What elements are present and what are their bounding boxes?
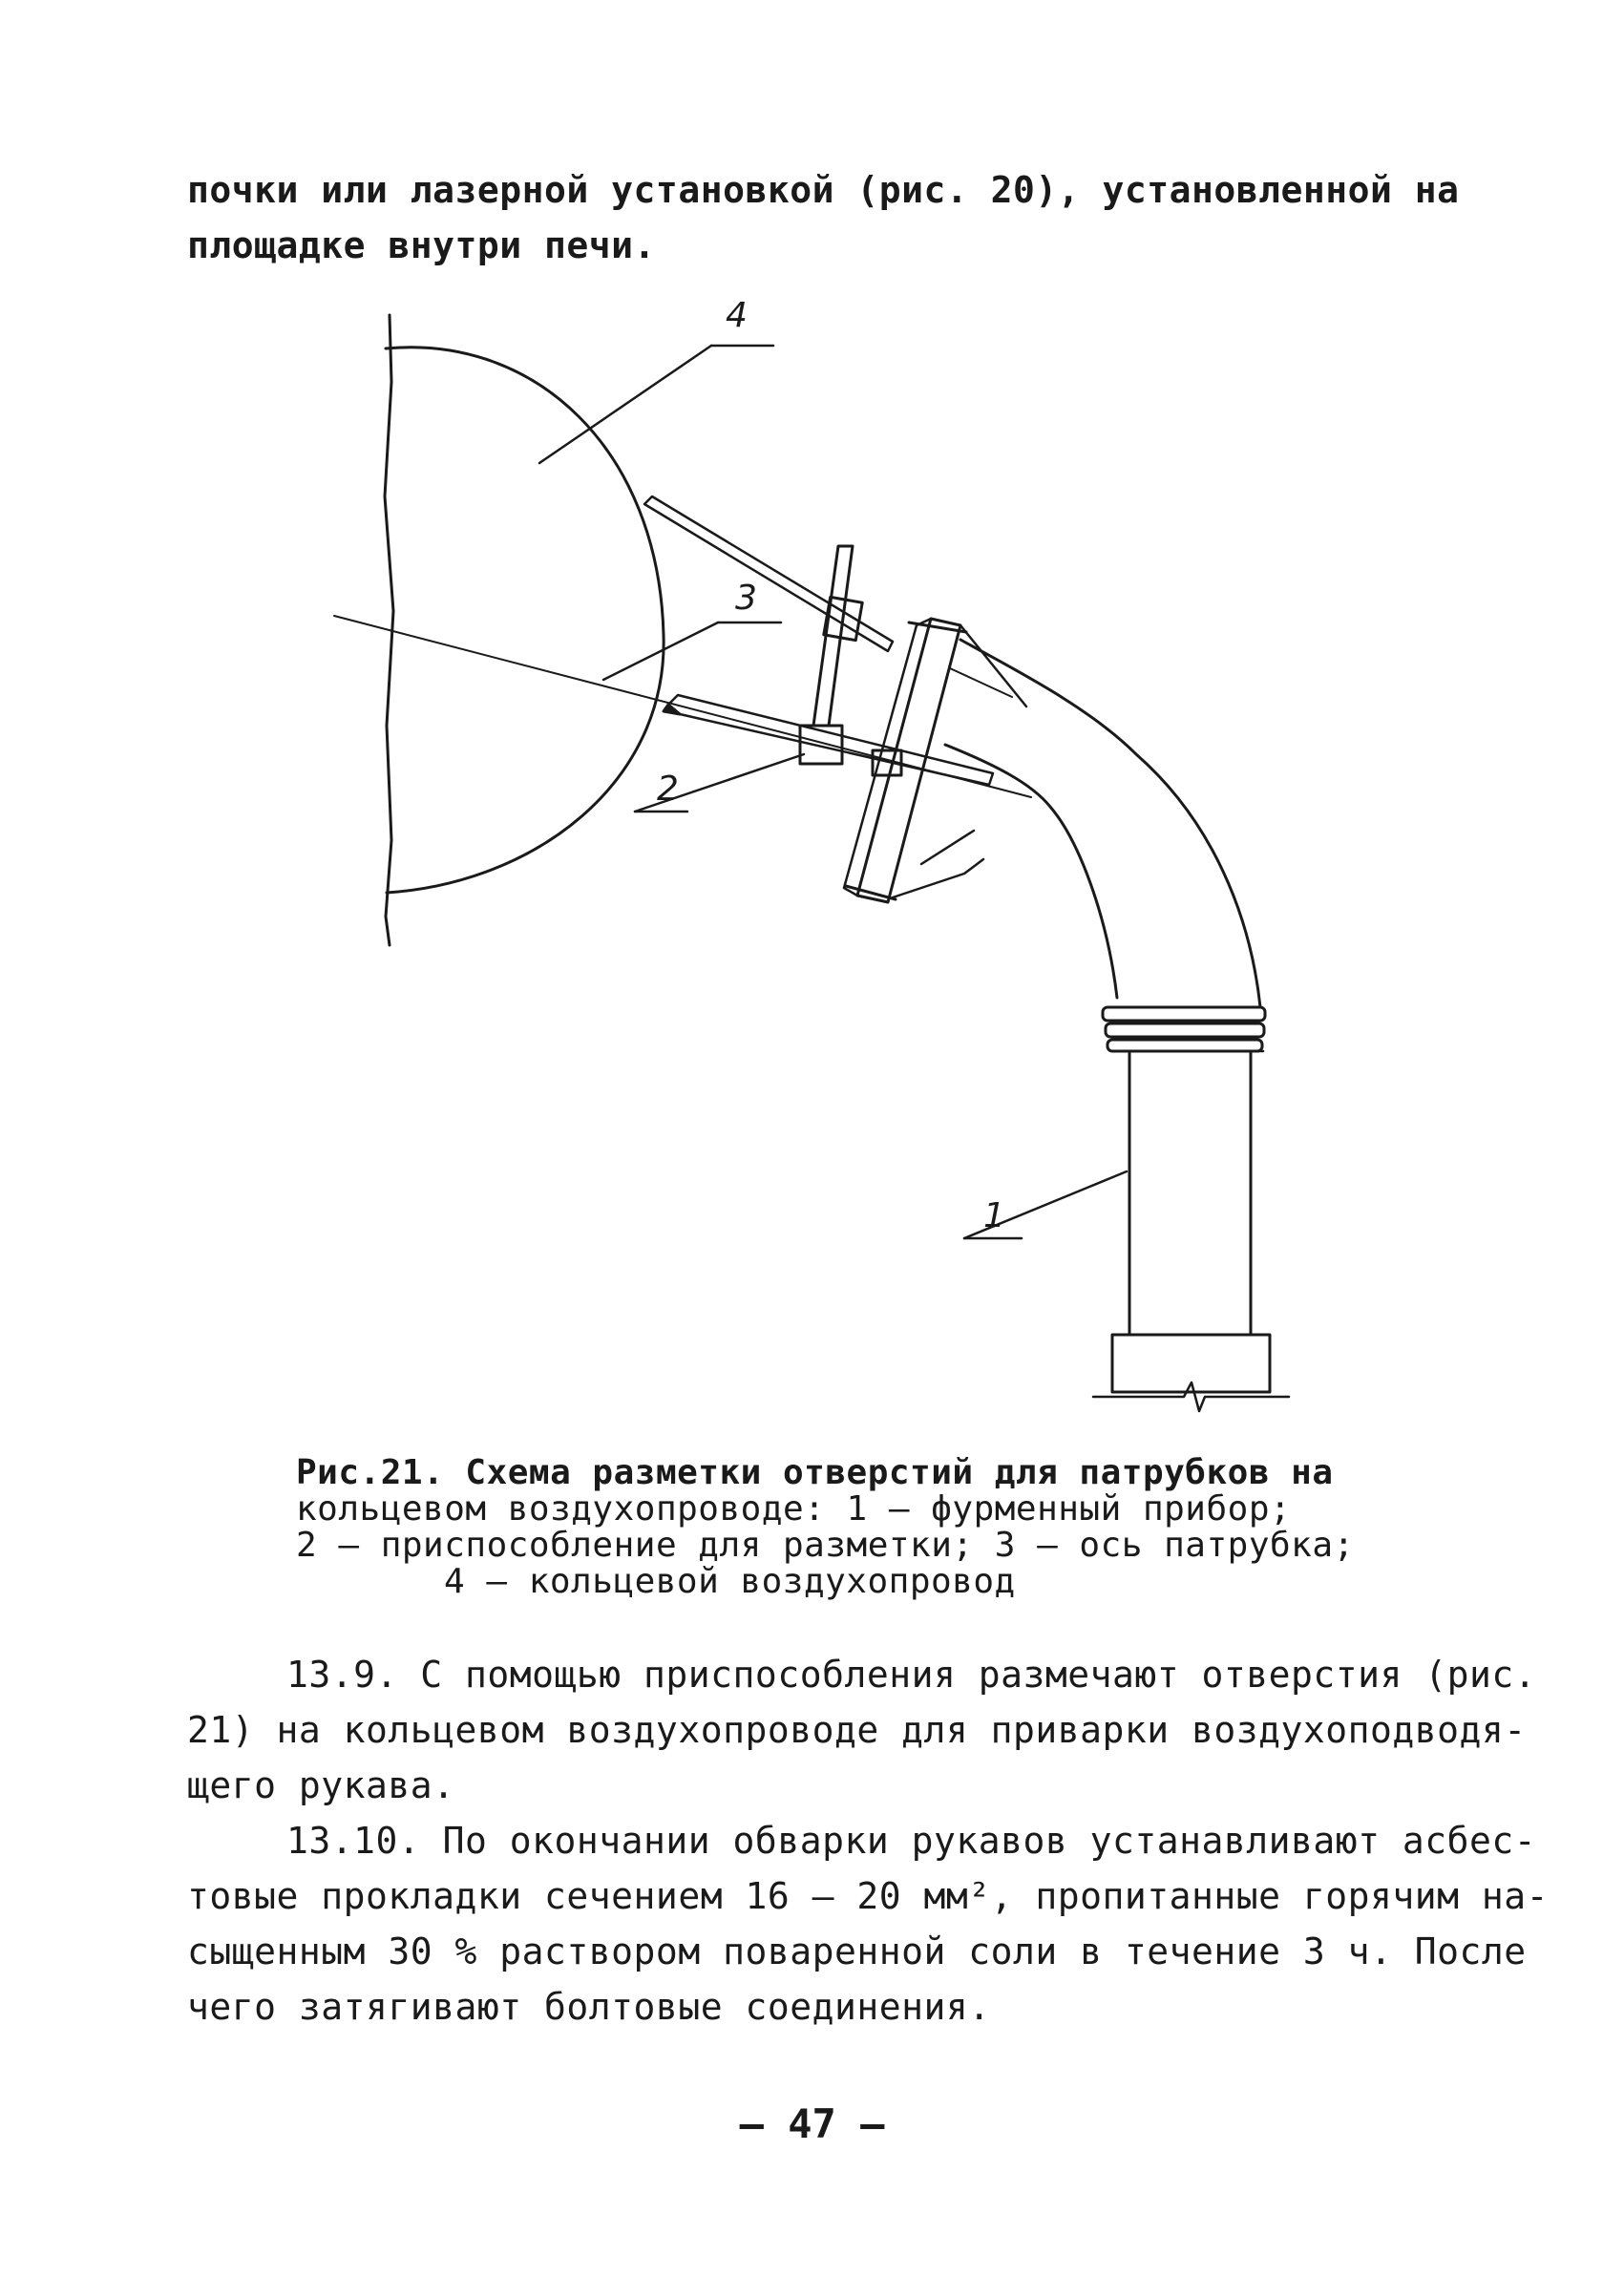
elbow-nozzle-inner	[945, 745, 1117, 998]
label-4: 4	[726, 296, 748, 335]
para-2-line-2: товые прокладки сечением 16 – 20 мм², пропитанные горячим на-	[187, 1875, 1550, 1917]
break-line	[1093, 1382, 1289, 1411]
para-2-line-1: 13.10. По окончании обварки рукавов устанавливают асбес-	[286, 1820, 1537, 1862]
para-2-line-4: чего затягивают болтовые соединения.	[187, 1986, 991, 2028]
label-2: 2	[657, 770, 679, 809]
para-1-line-1: 13.9. С помощью приспособления размечают отверстия (рис.	[286, 1654, 1537, 1696]
joint-band	[1103, 1007, 1265, 1021]
para-1-line-3: щего рукава.	[187, 1764, 455, 1806]
intro-line-1: почки или лазерной установкой (рис. 20), установленной на	[187, 169, 1460, 211]
caption-line-1: Рис.21. Схема разметки отверстий для патрубков на	[296, 1453, 1334, 1492]
caption-line-3: 2 – приспособление для разметки; 3 – ось патрубка;	[296, 1526, 1355, 1565]
label-3: 3	[735, 579, 757, 618]
ring-duct-outline	[386, 348, 664, 893]
upper-rod	[644, 496, 893, 651]
label-1: 1	[983, 1196, 1005, 1235]
caption-line-4: 4 – кольцевой воздухопровод	[444, 1562, 1016, 1601]
page-number: – 47 –	[739, 2100, 885, 2147]
caption-line-2: кольцевом воздухопроводе: 1 – фурменный прибор;	[296, 1489, 1292, 1529]
para-1-line-2: 21) на кольцевом воздухопроводе для приварки воздухоподводя-	[187, 1709, 1527, 1751]
para-2-line-3: сыщенным 30 % раствором поваренной соли в течение 3 ч. После	[187, 1930, 1527, 1972]
intro-line-2: площадке внутри печи.	[187, 224, 656, 266]
